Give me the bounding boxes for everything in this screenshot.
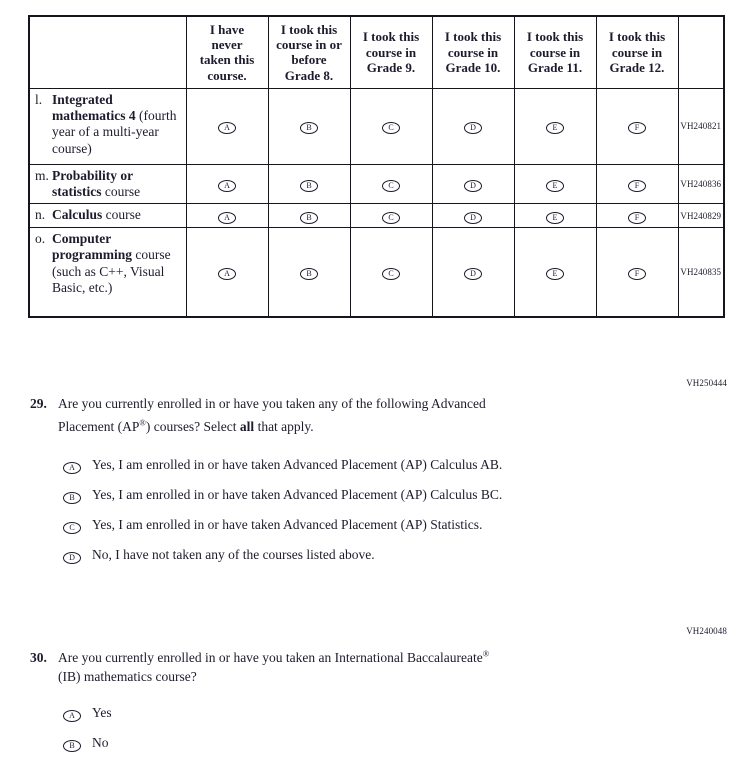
answer-cell (350, 164, 432, 204)
answer-bubble-f[interactable]: F (628, 180, 646, 192)
question-29-stem: Are you currently enrolled in or have you taken any of the following Advanced Placement (AP®) courses? Select all that apply. (58, 396, 486, 434)
course-label (35, 231, 178, 297)
option-text: No, I have not taken any of the courses listed above. (92, 546, 375, 562)
answer-cell (186, 204, 268, 227)
answer-bubble-a[interactable]: A (218, 180, 236, 192)
course-label-cell (29, 227, 186, 317)
answer-cell (596, 164, 678, 204)
answer-cell (514, 88, 596, 164)
answer-cell (268, 227, 350, 317)
answer-bubble-f[interactable]: F (628, 268, 646, 280)
column-header-never-taken: I have never taken this course. (186, 16, 268, 88)
answer-bubble-f[interactable]: F (628, 212, 646, 224)
answer-bubble-c[interactable]: C (382, 122, 400, 134)
course-name: Calculus (52, 207, 103, 223)
table-header-row (29, 16, 724, 88)
answer-bubble-c[interactable]: C (382, 212, 400, 224)
column-header-before-grade8: I took this course in or before Grade 8. (268, 16, 350, 88)
course-label-cell (29, 88, 186, 164)
answer-cell (432, 164, 514, 204)
answer-cell (186, 164, 268, 204)
table-row-computer-programming (29, 227, 724, 317)
answer-bubble-d[interactable]: D (464, 212, 482, 224)
column-header-grade12: I took this course in Grade 12. (596, 16, 678, 88)
answer-bubble-e[interactable]: E (546, 268, 564, 280)
answer-cell (432, 88, 514, 164)
course-description: (fourth year of a multi-year course) (52, 107, 177, 156)
answer-cell (596, 88, 678, 164)
row-letter: o. (35, 230, 46, 246)
question-29-number: 29. (30, 396, 47, 411)
item-code: VH240829 (678, 204, 724, 227)
row-letter: l. (35, 91, 43, 107)
question-30-item-code: VH240048 (686, 626, 727, 636)
option-text: Yes, I am enrolled in or have taken Advanced Placement (AP) Calculus AB. (92, 456, 503, 472)
answer-cell (432, 204, 514, 227)
answer-bubble-a[interactable]: A (63, 710, 81, 722)
answer-cell (268, 88, 350, 164)
question-30-text (30, 644, 712, 686)
course-grade-table (28, 15, 725, 318)
answer-bubble-c[interactable]: C (63, 522, 81, 534)
table-row-probability-statistics (29, 164, 724, 204)
column-header-grade11: I took this course in Grade 11. (514, 16, 596, 88)
answer-cell (432, 227, 514, 317)
question-30-options (30, 705, 712, 752)
course-label (35, 92, 178, 158)
answer-bubble-a[interactable]: A (63, 462, 81, 474)
answer-cell (186, 88, 268, 164)
table-row-integrated-mathematics-4 (29, 88, 724, 164)
registered-symbol: ® (139, 417, 146, 427)
answer-bubble-f[interactable]: F (628, 122, 646, 134)
answer-bubble-a[interactable]: A (218, 122, 236, 134)
answer-option-a (30, 705, 712, 722)
emphasis-all: all (239, 418, 255, 434)
item-code: VH240836 (678, 164, 724, 204)
answer-bubble-d[interactable]: D (464, 122, 482, 134)
item-code: VH240835 (678, 227, 724, 317)
answer-bubble-b[interactable]: B (300, 180, 318, 192)
course-name: Probability or statistics (52, 167, 133, 199)
answer-bubble-a[interactable]: A (218, 268, 236, 280)
answer-cell (268, 164, 350, 204)
answer-bubble-d[interactable]: D (63, 552, 81, 564)
answer-cell (514, 164, 596, 204)
answer-option-b (30, 487, 712, 504)
answer-cell (596, 204, 678, 227)
column-header-grade9: I took this course in Grade 9. (350, 16, 432, 88)
option-text: Yes (92, 704, 112, 720)
answer-cell (350, 204, 432, 227)
answer-bubble-a[interactable]: A (218, 212, 236, 224)
course-description: course (104, 183, 141, 199)
answer-bubble-b[interactable]: B (300, 212, 318, 224)
answer-cell (350, 227, 432, 317)
item-code: VH240821 (678, 88, 724, 164)
answer-bubble-d[interactable]: D (464, 180, 482, 192)
option-text: Yes, I am enrolled in or have taken Advanced Placement (AP) Statistics. (92, 516, 483, 532)
course-description: course (105, 207, 141, 223)
answer-bubble-d[interactable]: D (464, 268, 482, 280)
answer-bubble-b[interactable]: B (63, 492, 81, 504)
question-29 (30, 394, 712, 577)
course-label-cell (29, 204, 186, 227)
answer-bubble-b[interactable]: B (63, 740, 81, 752)
question-29-options (30, 457, 712, 564)
answer-cell (186, 227, 268, 317)
answer-cell (268, 204, 350, 227)
empty-corner-cell (29, 16, 186, 88)
answer-bubble-e[interactable]: E (546, 122, 564, 134)
answer-cell (596, 227, 678, 317)
course-label (35, 168, 178, 201)
question-29-item-code: VH250444 (686, 378, 727, 388)
course-name: Integrated mathematics 4 (52, 91, 136, 123)
question-30 (30, 644, 712, 765)
registered-symbol: ® (482, 648, 490, 658)
answer-option-c (30, 517, 712, 534)
question-30-stem: Are you currently enrolled in or have you taken an International Baccalaureate® (IB) mathematics course? (58, 648, 490, 684)
question-30-number: 30. (30, 649, 47, 665)
option-text: No (92, 734, 109, 750)
course-label (35, 207, 178, 223)
answer-option-d (30, 547, 712, 564)
answer-bubble-c[interactable]: C (382, 180, 400, 192)
answer-option-a (30, 457, 712, 474)
empty-code-header-cell (678, 16, 724, 88)
row-letter: n. (35, 207, 46, 223)
course-name: Computer programming (52, 230, 132, 263)
course-description: course (such as C++, Visual Basic, etc.) (52, 247, 171, 296)
answer-cell (350, 88, 432, 164)
question-29-text (30, 394, 712, 436)
answer-cell (514, 204, 596, 227)
answer-cell (514, 227, 596, 317)
answer-bubble-b[interactable]: B (300, 268, 318, 280)
answer-bubble-c[interactable]: C (382, 268, 400, 280)
answer-bubble-e[interactable]: E (546, 212, 564, 224)
course-label-cell (29, 164, 186, 204)
table-row-calculus (29, 204, 724, 227)
column-header-grade10: I took this course in Grade 10. (432, 16, 514, 88)
option-text: Yes, I am enrolled in or have taken Advanced Placement (AP) Calculus BC. (92, 486, 503, 502)
answer-bubble-e[interactable]: E (546, 180, 564, 192)
row-letter: m. (35, 167, 49, 183)
answer-bubble-b[interactable]: B (300, 122, 318, 134)
answer-option-b (30, 735, 712, 752)
